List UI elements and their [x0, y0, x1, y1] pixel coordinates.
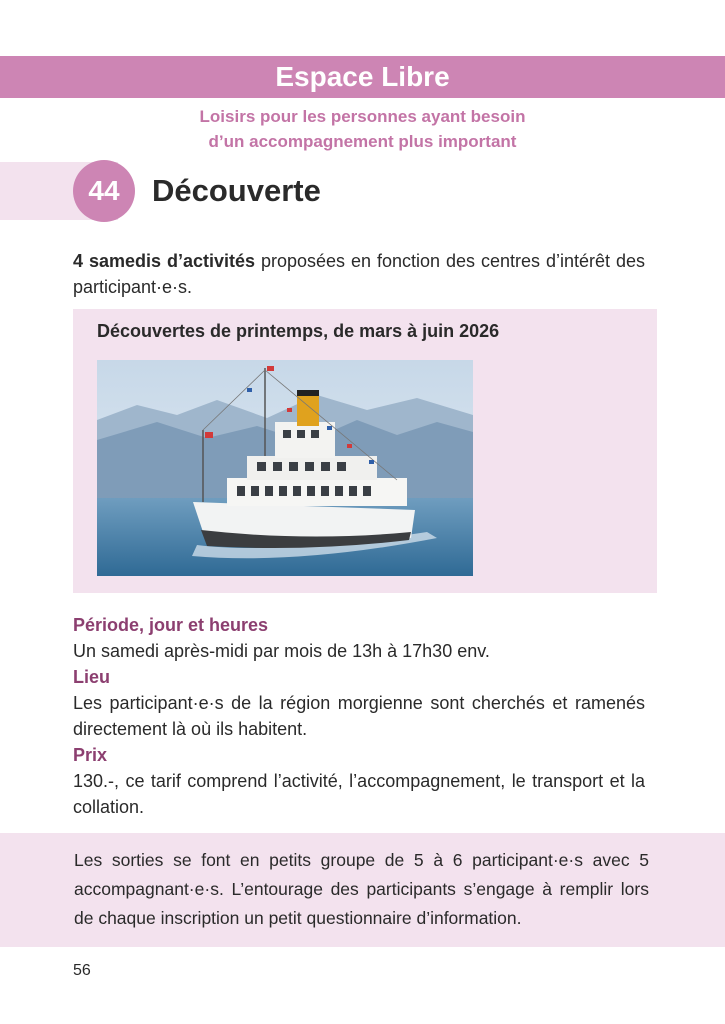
- details-section: [73, 612, 645, 820]
- section-title: Découverte: [152, 173, 321, 208]
- intro-rest: proposées en fonction des centres d’intérêt des participant·e·s.: [73, 251, 645, 297]
- page-header-title: Espace Libre: [275, 61, 450, 92]
- detail-label-period: Période, jour et heures: [73, 615, 269, 635]
- detail-text-period: Un samedi après-midi par mois de 13h à 17h30 env.: [73, 641, 490, 661]
- detail-text-price: 130.-, ce tarif comprend l’activité, l’accompagnement, le transport et la collation.: [73, 771, 645, 817]
- page-number: 56: [73, 962, 91, 979]
- activity-box-title: Découvertes de printemps, de mars à juin 2026: [97, 321, 500, 341]
- steamboat-photo: [97, 360, 473, 576]
- subtitle-line-2: d’un accompagnement plus important: [208, 132, 517, 151]
- intro-bold: 4 samedis d’activités: [73, 251, 256, 271]
- intro-paragraph: [73, 248, 645, 300]
- subtitle-line-1: Loisirs pour les personnes ayant besoin: [199, 107, 526, 126]
- detail-text-place: Les participant·e·s de la région morgienne sont cherchés et ramenés directement là où ils habitent.: [73, 693, 645, 739]
- detail-label-price: Prix: [73, 745, 108, 765]
- header-subtitle: [0, 104, 725, 154]
- note-text: Les sorties se font en petits groupe de 5 à 6 participant·e·s avec 5 accompagnant·e·s. L’entourage des participants s’engage à remplir lors de chaque inscription un petit questionnaire d’information.: [74, 850, 649, 928]
- detail-label-place: Lieu: [73, 667, 111, 687]
- section-number-badge: 44: [73, 160, 135, 222]
